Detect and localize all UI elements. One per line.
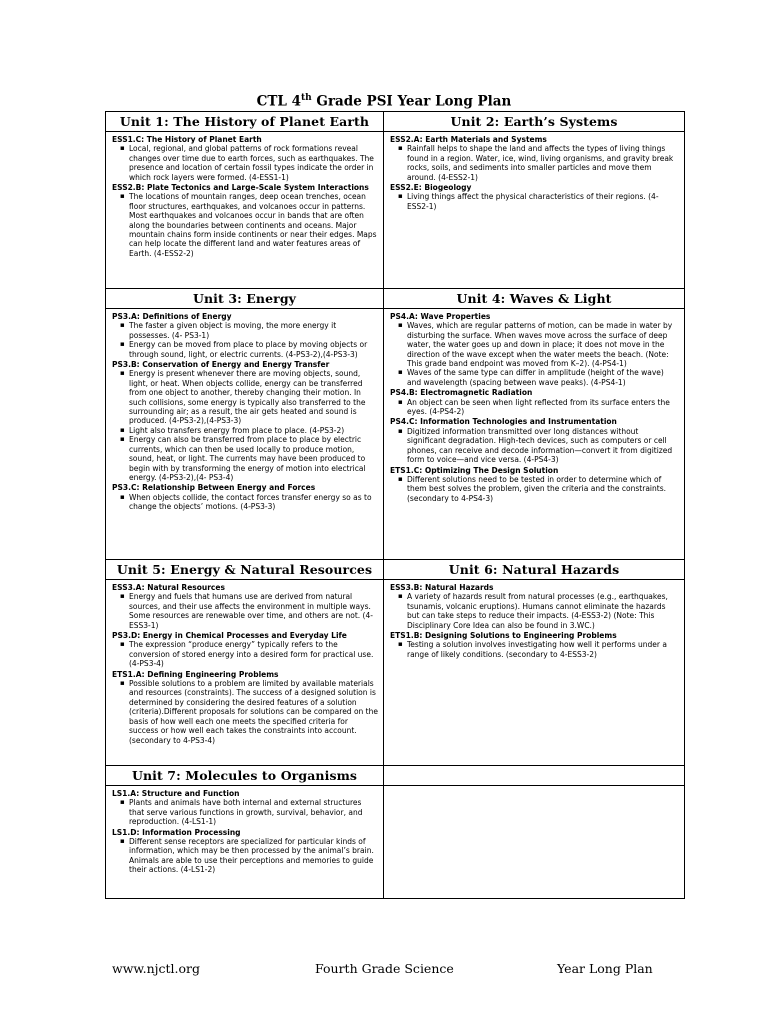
section-code: ETS1.B: Designing Solutions to Engineering Problems — [390, 631, 617, 641]
unit-3-content — [106, 309, 384, 560]
footer-website: www.njctl.org — [112, 961, 201, 976]
title-suffix: Grade PSI Year Long Plan — [311, 93, 512, 110]
bullet-item: ▪ Different sense receptors are specialized for particular kinds of information, which may be then processed by the animal’s brain. Animals are able to use their perceptions and memories to guide their actions. (4-LS1-2) — [129, 837, 378, 875]
bullet-item: ▪ Energy is present whenever there are moving objects, sound, light, or heat. When objects collide, energy can be transferred from one object to another, thereby changing their motion. In such collisions, some energy is typically also transferred to the surrounding air; as a result, the air gets heated and sound is produced. (4-PS3-2),(4-PS3-3) — [129, 369, 378, 425]
title-prefix: CTL 4 — [256, 93, 302, 110]
unit-4-content — [384, 309, 685, 560]
page-title — [0, 93, 768, 110]
footer-document-type: Year Long Plan — [557, 961, 653, 976]
bullet-item: ▪ The faster a given object is moving, the more energy it possesses. (4- PS3-1) — [129, 321, 378, 340]
bullet-list — [390, 640, 679, 659]
section-code: ESS2.E: Biogeology — [390, 183, 472, 193]
unit-6-heading: Unit 6: Natural Hazards — [384, 560, 685, 580]
bullet-list — [112, 144, 378, 182]
bullet-list — [112, 798, 378, 826]
footer-subject: Fourth Grade Science — [315, 961, 454, 976]
unit-7-content — [106, 786, 384, 899]
bullet-item: ▪ An object can be seen when light reflected from its surface enters the eyes. (4-PS4-2) — [407, 398, 679, 417]
section-code: ESS1.C: The History of Planet Earth — [112, 135, 262, 144]
unit-7-heading: Unit 7: Molecules to Organisms — [106, 766, 384, 786]
empty-content-cell — [384, 786, 685, 899]
unit-2-heading: Unit 2: Earth’s Systems — [384, 112, 685, 132]
bullet-item: ▪ A variety of hazards result from natural processes (e.g., earthquakes, tsunamis, volcanic eruptions). Humans cannot eliminate the hazards but can take steps to reduce their impacts. (4-ESS3-2) (Note: This Disciplinary Core Idea can also be found in 3.WC.) — [407, 592, 679, 630]
section-code: ETS1.C: Optimizing The Design Solution — [390, 465, 559, 475]
section-code: ESS2.A: Earth Materials and Systems — [390, 135, 547, 144]
bullet-list — [112, 640, 378, 668]
bullet-list — [112, 592, 378, 630]
bullet-list — [112, 321, 378, 359]
unit-3-heading: Unit 3: Energy — [106, 289, 384, 309]
bullet-item: ▪ Plants and animals have both internal and external structures that serve various functions in growth, survival, behavior, and reproduction. (4-LS1-1) — [129, 798, 378, 826]
section-code: PS3.D: Energy in Chemical Processes and Everyday Life — [112, 631, 347, 641]
section-code: ETS1.A: Defining Engineering Problems — [112, 669, 279, 679]
bullet-item: ▪ Possible solutions to a problem are limited by available materials and resources (constraints). The success of a designed solution is determined by considering the desired features of a solution (criteria).Different proposals for solutions can be compared on the basis of how well each one meets the specified criteria for success or how well each takes the constraints into account. (secondary to 4-PS3-4) — [129, 679, 378, 745]
section-code: LS1.D: Information Processing — [112, 827, 241, 837]
section-code: PS4.A: Wave Properties — [390, 312, 491, 321]
section-code: LS1.A: Structure and Function — [112, 789, 240, 798]
bullet-item: ▪ Testing a solution involves investigating how well it performs under a range of likely conditions. (secondary to 4-ESS3-2) — [407, 640, 679, 659]
bullet-list — [390, 144, 679, 182]
bullet-item: ▪ Energy and fuels that humans use are derived from natural sources, and their use affects the environment in multiple ways. Some resources are renewable over time, and others are not. (4-ESS3-1) — [129, 592, 378, 630]
bullet-list — [112, 679, 378, 745]
bullet-list — [390, 427, 679, 465]
section-code: ESS3.B: Natural Hazards — [390, 583, 494, 592]
bullet-item: ▪ Energy can also be transferred from place to place by electric currents, which can then be used locally to produce motion, sound, heat, or light. The currents may have been produced to begin with by transforming the energy of motion into electrical energy. (4-PS3-2),(4- PS3-4) — [129, 435, 378, 482]
bullet-list — [112, 192, 378, 258]
bullet-item: ▪ When objects collide, the contact forces transfer energy so as to change the objects’ motions. (4-PS3-3) — [129, 493, 378, 512]
bullet-list — [390, 475, 679, 503]
unit-5-content — [106, 580, 384, 766]
empty-heading-cell — [384, 766, 685, 786]
bullet-item: ▪ Different solutions need to be tested in order to determine which of them best solves the problem, given the criteria and the constraints. (secondary to 4-PS4-3) — [407, 475, 679, 503]
section-code: PS3.B: Conservation of Energy and Energy Transfer — [112, 360, 330, 370]
bullet-item: ▪ Living things affect the physical characteristics of their regions. (4- ESS2-1) — [407, 192, 679, 211]
bullet-item: ▪ Local, regional, and global patterns of rock formations reveal changes over time due to earth forces, such as earthquakes. The presence and location of certain fossil types indicate the order in which rock layers were formed. (4-ESS1-1) — [129, 144, 378, 182]
bullet-list — [112, 369, 378, 482]
bullet-item: ▪ Waves of the same type can differ in amplitude (height of the wave) and wavelength (spacing between wave peaks). (4-PS4-1) — [407, 368, 679, 387]
bullet-list — [112, 837, 378, 875]
bullet-list — [390, 192, 679, 211]
unit-5-heading: Unit 5: Energy & Natural Resources — [106, 560, 384, 580]
bullet-item: ▪ Light also transfers energy from place to place. (4-PS3-2) — [129, 426, 378, 435]
section-code: ESS3.A: Natural Resources — [112, 583, 225, 592]
title-superscript: th — [301, 93, 312, 103]
unit-4-heading: Unit 4: Waves & Light — [384, 289, 685, 309]
bullet-item: ▪ Energy can be moved from place to place by moving objects or through sound, light, or electric currents. (4-PS3-2),(4-PS3-3) — [129, 340, 378, 359]
section-code: PS4.C: Information Technologies and Instrumentation — [390, 417, 617, 427]
year-long-plan-table — [105, 111, 685, 899]
section-code: PS4.B: Electromagnetic Radiation — [390, 388, 533, 398]
unit-6-content — [384, 580, 685, 766]
bullet-list — [390, 592, 679, 630]
section-code: PS3.A: Definitions of Energy — [112, 312, 232, 321]
unit-2-content — [384, 132, 685, 289]
bullet-item: ▪ Waves, which are regular patterns of motion, can be made in water by disturbing the surface. When waves move across the surface of deep water, the water goes up and down in place; it does not move in the direction of the wave except when the water meets the beach. (Note: This grade band endpoint was moved from K–2). (4-PS4-1) — [407, 321, 679, 368]
bullet-item: ▪ The expression “produce energy” typically refers to the conversion of stored energy into a desired form for practical use. (4-PS3-4) — [129, 640, 378, 668]
bullet-item: ▪ Rainfall helps to shape the land and affects the types of living things found in a region. Water, ice, wind, living organisms, and gravity break rocks, soils, and sediments into smaller particles and move them around. (4-ESS2-1) — [407, 144, 679, 182]
bullet-list — [112, 493, 378, 512]
unit-1-heading: Unit 1: The History of Planet Earth — [106, 112, 384, 132]
unit-1-content — [106, 132, 384, 289]
section-code: ESS2.B: Plate Tectonics and Large-Scale System Interactions — [112, 183, 369, 193]
bullet-list — [390, 398, 679, 417]
bullet-item: ▪ Digitized information transmitted over long distances without significant degradation. High-tech devices, such as computers or cell phones, can receive and decode information—convert it from digitized form to voice—and vice versa. (4-PS4-3) — [407, 427, 679, 465]
section-code: PS3.C: Relationship Between Energy and Forces — [112, 483, 316, 493]
bullet-item: ▪ The locations of mountain ranges, deep ocean trenches, ocean floor structures, earthquakes, and volcanoes occur in patterns. Most earthquakes and volcanoes occur in bands that are often along the boundaries between continents and oceans. Major mountain chains form inside continents or near their edges. Maps can help locate the different land and water features areas of Earth. (4-ESS2-2) — [129, 192, 378, 258]
bullet-list — [390, 321, 679, 387]
